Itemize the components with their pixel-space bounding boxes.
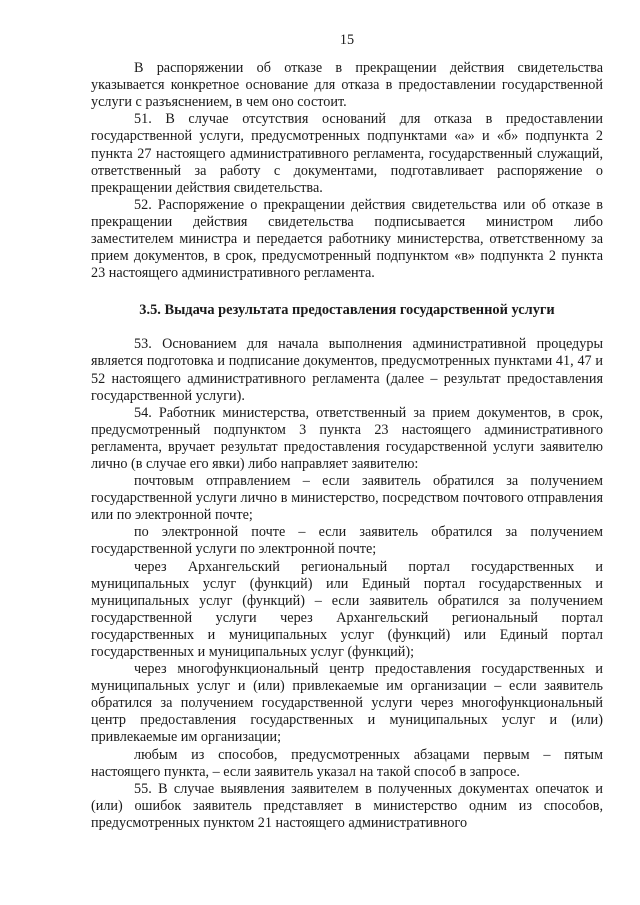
paragraph-53: 53. Основанием для начала выполнения административной процедуры является подготовка и подписание документов, предусмотренных пунктами 41, 47 и 52 настоящего административного регламента (далее – результат предоставления государственной услуги). (91, 336, 603, 404)
page-number: 15 (339, 32, 355, 48)
paragraph-email: по электронной почте – если заявитель обратился за получением государственной услуги по электронной почте; (91, 524, 603, 558)
paragraph-postal: почтовым отправлением – если заявитель обратился за получением государственной услуги лично в министерство, посредством почтового отправления или по электронной почте; (91, 473, 603, 524)
paragraph-refusal-basis: В распоряжении об отказе в прекращении действия свидетельства указывается конкретное основание для отказа в предоставлении государственной услуги с разъяснением, в чем оно состоит. (91, 60, 603, 111)
paragraph-mfc: через многофункциональный центр предоставления государственных и муниципальных услуг и (или) привлекаемые им организации – если заявитель обратился за получением государственной услуги через многофункциональный центр предоставления государственных и муниципальных услуг и (или) привлекаемые им организации; (91, 661, 603, 746)
paragraph-any-method: любым из способов, предусмотренных абзацами первым – пятым настоящего пункта, – если заявитель указал на такой способ в запросе. (91, 746, 603, 780)
paragraph-55: 55. В случае выявления заявителем в полученных документах опечаток и (или) ошибок заявитель представляет в министерство одним из способов, предусмотренных пунктом 21 настоящего административного (91, 780, 603, 831)
document-page (91, 32, 603, 832)
paragraph-portal: через Архангельский региональный портал государственных и муниципальных услуг (функций) или Единый портал государственных и муниципальных услуг (функций) – если заявитель обратился за получением государственной услуги через Архангельский региональный портал государственных и муниципальных услуг (функций) или Единый портал государственных и муниципальных услуг (функций); (91, 558, 603, 660)
paragraph-54: 54. Работник министерства, ответственный за прием документов, в срок, предусмотренный подпунктом 3 пункта 23 настоящего административного регламента, вручает результат предоставления государственной услуги заявителю лично (в случае его явки) либо направляет заявителю: (91, 404, 603, 472)
section-heading: 3.5. Выдача результата предоставления государственной услуги (139, 302, 555, 319)
paragraph-52: 52. Распоряжение о прекращении действия свидетельства или об отказе в прекращении действия свидетельства подписывается министром либо заместителем министра и передается работнику министерства, ответственному за прием документов, в срок, предусмотренный подпунктом «в» подпункта 2 пункта 23 настоящего административного регламента. (91, 196, 603, 282)
paragraph-51: 51. В случае отсутствия оснований для отказа в предоставлении государственной услуги, предусмотренных подпунктами «а» и «б» подпункта 2 пункта 27 настоящего административного регламента, государственный служащий, ответственный за работу с документами, подготавливает распоряжение о прекращении действия свидетельства. (91, 111, 603, 196)
